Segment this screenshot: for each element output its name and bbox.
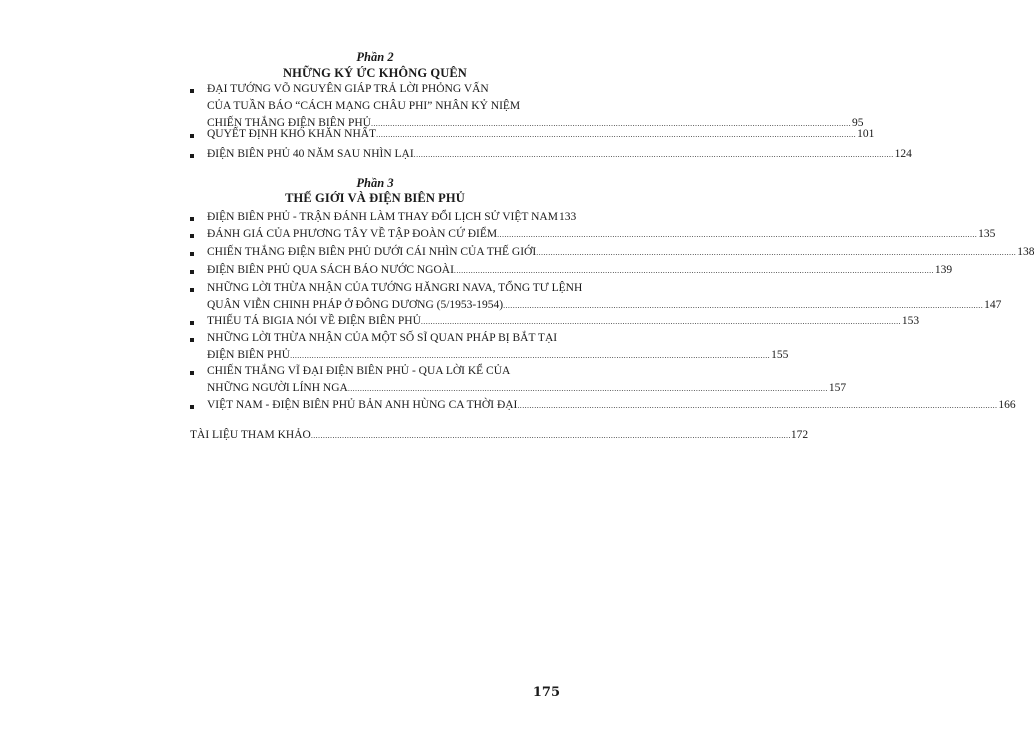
bullet-icon [190,405,194,409]
toc-entry [190,280,1002,314]
toc-entry-last-line [207,126,875,144]
toc-entry-line: ĐIỆN BIÊN PHỦ 40 NĂM SAU NHÌN LẠI [207,148,414,160]
toc-entry-line: NHỮNG LỜI THỪA NHẬN CỦA MỘT SỐ SĨ QUAN PHÁP BỊ BẮT TẠI [207,332,558,344]
toc-entry [190,146,912,163]
toc-entry-last-line [207,313,920,331]
toc-page-number: 139 [934,264,953,276]
toc-entry [190,126,875,143]
dot-leader [421,314,901,331]
toc-entry-last-line [207,262,953,280]
toc-page-number: 172 [790,429,809,441]
toc-entry-last-line [207,397,1016,415]
page-number: 175 [532,685,560,700]
toc-page-number: 155 [771,349,789,361]
part-2-heading: NHỮNG KÝ ỨC KHÔNG QUÊN [283,66,467,80]
toc-page-number: 135 [978,228,996,240]
toc-entry-line: CHIẾN THẮNG ĐIỆN BIÊN PHỦ DƯỚI CÁI NHÌN CỦA THẾ GIỚI [207,246,537,258]
toc-entry-line: ĐIỆN BIÊN PHỦ [207,349,291,361]
toc-entry-last-line [207,347,789,365]
bullet-icon [190,234,194,238]
toc-entry [190,262,953,279]
toc-entry-line: NHỮNG NGƯỜI LÍNH NGA [207,382,348,394]
toc-entry-last-line [207,226,996,244]
toc-entry [190,244,1034,261]
bullet-icon [190,288,194,292]
toc-entry-line: ĐẠI TƯỚNG VÕ NGUYÊN GIÁP TRẢ LỜI PHỎNG VẤN [207,83,489,95]
toc-entry-last-line [207,380,847,398]
bullet-icon [190,134,194,138]
bullet-icon [190,154,194,158]
references-label: TÀI LIỆU THAM KHẢO [190,429,311,441]
toc-entry-line: VIỆT NAM - ĐIỆN BIÊN PHỦ BẢN ANH HÙNG CA THỜI ĐẠI [207,399,518,411]
bullet-icon [190,89,194,93]
toc-entry-last-line [207,146,912,164]
toc-entry [190,313,920,330]
toc-entry-line: QUYẾT ĐỊNH KHÓ KHĂN NHẤT [207,128,377,140]
dot-leader [454,263,934,280]
references-entry [190,429,809,441]
part-3-heading: THẾ GIỚI VÀ ĐIỆN BIÊN PHỦ [285,191,465,205]
part-3-label: Phần 3 [356,176,394,190]
bullet-icon [190,252,194,256]
dot-leader [348,381,828,398]
toc-page-number: 133 [558,211,577,223]
bullet-icon [190,217,194,221]
toc-page-number: 157 [828,382,847,394]
toc-entry-line: CHIẾN THẮNG VĨ ĐẠI ĐIỆN BIÊN PHỦ - QUA LỜI KỂ CỦA [207,365,511,377]
dot-leader [376,127,856,144]
toc-entry-last-line [207,209,577,227]
toc-entry-last-line [207,244,1034,262]
bullet-icon [190,321,194,325]
toc-page-number: 95 [851,117,864,129]
dot-leader [311,431,791,440]
toc-entry-line: THIẾU TÁ BIGIA NÓI VỀ ĐIỆN BIÊN PHỦ [207,315,421,327]
toc-entry-line: CỦA TUẦN BÁO “CÁCH MẠNG CHÂU PHI” NHÂN KỶ NIỆM [207,100,521,112]
toc-entry [190,209,577,226]
toc-entry [190,363,847,397]
toc-entry [190,330,789,364]
toc-entry [190,81,864,131]
toc-page-number: 166 [998,399,1016,411]
toc-page-number: 124 [894,148,912,160]
toc-entry-line: ĐIỆN BIÊN PHỦ - TRẬN ĐÁNH LÀM THAY ĐỔI LỊCH SỬ VIỆT NAM [207,211,558,223]
dot-leader [536,245,1016,262]
toc-page-number: 153 [901,315,920,327]
toc-entry-line: QUÂN VIỄN CHINH PHÁP Ở ĐÔNG DƯƠNG (5/1953-1954) [207,299,504,311]
toc-entry-line: CHIẾN THẮNG ĐIỆN BIÊN PHỦ [207,117,371,129]
bullet-icon [190,270,194,274]
toc-entry [190,226,996,243]
toc-entry [190,397,1016,414]
toc-page-number: 138 [1017,246,1034,258]
dot-leader [414,147,894,164]
bullet-icon [190,371,194,375]
toc-entry-line: ĐIỆN BIÊN PHỦ QUA SÁCH BÁO NƯỚC NGOÀI [207,264,454,276]
toc-entry-last-line [207,297,1002,315]
toc-entry-line: ĐÁNH GIÁ CỦA PHƯƠNG TÂY VỀ TẬP ĐOÀN CỨ ĐIỂM [207,228,498,240]
part-2-label: Phần 2 [356,50,394,64]
toc-page-number: 101 [857,128,875,140]
dot-leader [497,227,977,244]
bullet-icon [190,338,194,342]
toc-page-number: 147 [984,299,1002,311]
dot-leader [517,398,997,415]
toc-entry-line: NHỮNG LỜI THỪA NHẬN CỦA TƯỚNG HĂNGRI NAVA, TỔNG TƯ LỆNH [207,282,583,294]
